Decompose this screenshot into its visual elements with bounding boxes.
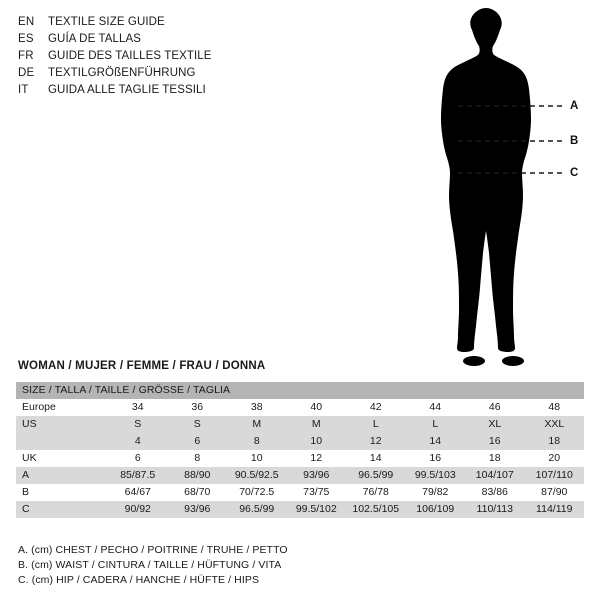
cell: 34: [108, 399, 168, 416]
cell: 90/92: [108, 501, 168, 518]
female-figure: [410, 8, 590, 368]
legend-text-es: GUÍA DE TALLAS: [48, 33, 142, 45]
cell: 46: [465, 399, 525, 416]
table-header-label: SIZE / TALLA / TAILLE / GRÖSSE / TAGLIA: [16, 382, 584, 399]
note-waist: B. (cm) WAIST / CINTURA / TAILLE / HÜFTUNG / VITA: [18, 559, 282, 571]
cell: 12: [346, 433, 406, 450]
cell: 76/78: [346, 484, 406, 501]
cell: 10: [227, 450, 287, 467]
legend-text-fr: GUIDE DES TAILLES TEXTILE: [48, 50, 212, 62]
cell: 88/90: [168, 467, 228, 484]
note-chest: A. (cm) CHEST / PECHO / POITRINE / TRUHE / PETTO: [18, 544, 288, 556]
cell: 93/96: [287, 467, 347, 484]
cell: 96.5/99: [346, 467, 406, 484]
measure-label-a: A: [570, 100, 579, 112]
row-label: B: [16, 484, 108, 501]
cell: 8: [168, 450, 228, 467]
table-header-row: [16, 382, 584, 399]
cell: 8: [227, 433, 287, 450]
legend-text-de: TEXTILGRÖßENFÜHRUNG: [48, 67, 196, 79]
cell: 96.5/99: [227, 501, 287, 518]
cell: 12: [287, 450, 347, 467]
female-silhouette-icon: [410, 8, 590, 368]
legend-row-es: [18, 31, 348, 48]
table-row: [16, 484, 584, 501]
cell: 42: [346, 399, 406, 416]
cell: 10: [287, 433, 347, 450]
legend-row-fr: [18, 48, 348, 65]
cell: 73/75: [287, 484, 347, 501]
cell: 104/107: [465, 467, 525, 484]
cell: 79/82: [406, 484, 466, 501]
measure-label-c: C: [570, 167, 579, 179]
row-label: Europe: [16, 399, 108, 416]
cell: 106/109: [406, 501, 466, 518]
cell: 99.5/102: [287, 501, 347, 518]
legend-row-en: [18, 14, 348, 31]
cell: 102.5/105: [346, 501, 406, 518]
cell: 18: [465, 450, 525, 467]
cell: 83/86: [465, 484, 525, 501]
cell: 38: [227, 399, 287, 416]
legend-text-en: TEXTILE SIZE GUIDE: [48, 16, 165, 28]
cell: 44: [406, 399, 466, 416]
cell: 90.5/92.5: [227, 467, 287, 484]
cell: 64/67: [108, 484, 168, 501]
cell: M: [287, 416, 347, 433]
table-row: [16, 433, 584, 450]
legend-code-en: EN: [18, 16, 35, 28]
cell: 6: [168, 433, 228, 450]
legend-code-es: ES: [18, 33, 34, 45]
cell: 68/70: [168, 484, 228, 501]
cell: L: [346, 416, 406, 433]
size-table: [16, 382, 584, 518]
cell: 85/87.5: [108, 467, 168, 484]
table-row: [16, 467, 584, 484]
cell: 14: [346, 450, 406, 467]
cell: 87/90: [525, 484, 585, 501]
legend-code-fr: FR: [18, 50, 34, 62]
cell: 14: [406, 433, 466, 450]
cell: 70/72.5: [227, 484, 287, 501]
cell: S: [108, 416, 168, 433]
row-label: [16, 433, 108, 450]
section-title: WOMAN / MUJER / FEMME / FRAU / DONNA: [18, 360, 266, 372]
cell: XXL: [525, 416, 585, 433]
row-label: UK: [16, 450, 108, 467]
legend-code-de: DE: [18, 67, 35, 79]
cell: 36: [168, 399, 228, 416]
cell: M: [227, 416, 287, 433]
cell: 16: [465, 433, 525, 450]
cell: L: [406, 416, 466, 433]
measurement-notes: [18, 543, 438, 588]
table-row: [16, 501, 584, 518]
cell: XL: [465, 416, 525, 433]
table-row: [16, 450, 584, 467]
row-label: C: [16, 501, 108, 518]
cell: 16: [406, 450, 466, 467]
note-hip: C. (cm) HIP / CADERA / HANCHE / HÜFTE / HIPS: [18, 574, 260, 586]
cell: 114/119: [525, 501, 585, 518]
row-label: A: [16, 467, 108, 484]
row-label: US: [16, 416, 108, 433]
cell: S: [168, 416, 228, 433]
legend-row-de: [18, 65, 348, 82]
cell: 4: [108, 433, 168, 450]
legend-text-it: GUIDA ALLE TAGLIE TESSILI: [48, 84, 206, 96]
cell: 6: [108, 450, 168, 467]
language-legend: [18, 14, 348, 99]
legend-code-it: IT: [18, 84, 29, 96]
cell: 99.5/103: [406, 467, 466, 484]
cell: 110/113: [465, 501, 525, 518]
cell: 107/110: [525, 467, 585, 484]
size-table-wrap: [16, 382, 584, 518]
table-row: [16, 399, 584, 416]
cell: 20: [525, 450, 585, 467]
legend-row-it: [18, 82, 348, 99]
cell: 18: [525, 433, 585, 450]
cell: 93/96: [168, 501, 228, 518]
table-row: [16, 416, 584, 433]
cell: 40: [287, 399, 347, 416]
cell: 48: [525, 399, 585, 416]
measure-label-b: B: [570, 135, 579, 147]
